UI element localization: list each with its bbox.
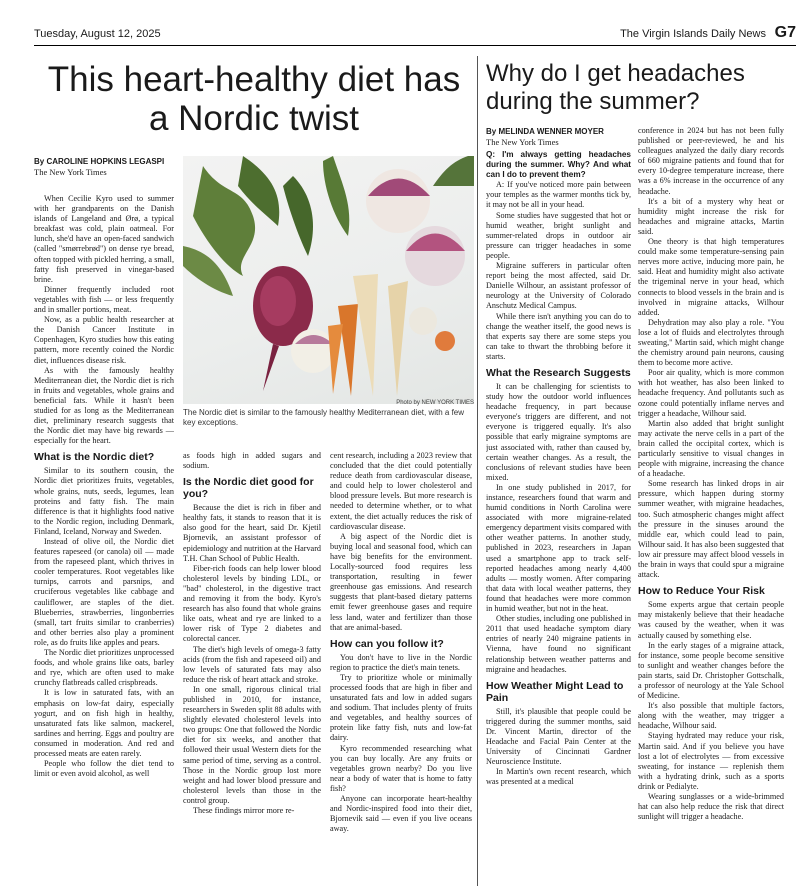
body-paragraph: Fiber-rich foods can help lower blood cholesterol levels by binding LDL, or "bad" cholesterol, in the digestive tract and removing it from the body. Kyro's research has also found that whole grains like oats, wheat and rye are linked to a lower risk of Type 2 diabetes and colorectal cancer. <box>183 563 321 644</box>
body-paragraph: cent research, including a 2023 review that concluded that the diet could potentially reduce death from cardiovascular disease, and could help to lower cholesterol and blood pressure levels. But more research is needed to determine whether, or to what extent, the diet actually reduces the risk of cardiovascular disease. <box>330 451 472 531</box>
vegetables-illustration <box>183 156 474 404</box>
masthead-rule <box>34 45 796 46</box>
headaches-byline-block <box>486 127 631 148</box>
page-number: G7 <box>774 24 796 41</box>
body-paragraph: It's a bit of a mystery why heat or humidity might increase the risk for headaches and migraine attacks, Martin said. <box>638 196 784 236</box>
body-paragraph: Poor air quality, which is more common with hot weather, has also been linked to headache frequency. And pollutants such as ozone could potentially inflame nerves and trigger a headache, Wilhour said. <box>638 368 784 418</box>
body-paragraph: In Martin's own recent research, which was presented at a medical <box>486 767 631 787</box>
body-paragraph: It's also possible that multiple factors, along with the weather, may trigger a headache, Wilhour said. <box>638 701 784 731</box>
nordic-source: The New York Times <box>34 167 107 177</box>
nordic-byline-block <box>34 157 174 178</box>
body-paragraph: In one study published in 2017, for instance, researchers found that warm and humid conditions in North Carolina were associated with more migraine-related emergency department visits compared with other weather patterns. In another study, published in 2023, researchers in Japan used a smartphone app to track self-reported headaches among nearly 4,400 adults — mostly women. After comparing that data with local weather patterns, they found that headaches were more common in humid weather, but not in the heat. <box>486 482 631 614</box>
body-paragraph: Kyro recommended researching what you can buy locally. Are any fruits or vegetables grown nearby? Do you live near a body of water that is home to fatty fish? <box>330 743 472 793</box>
body-paragraph: conference in 2024 but has not been fully published or peer-reviewed, he and his colleagues analyzed the daily diary records of 660 migraine patients and found that for every 10-degree temperature increase, there was a 6% increase in the occurrence of any headache. <box>638 126 784 196</box>
body-paragraph: Dehydration may also play a role. "You lose a lot of fluids and electrolytes through sweating," Martin said, which might change the chemistry around pain neurons, causing them to become more active. <box>638 317 784 368</box>
section-heading: What is the Nordic diet? <box>34 451 155 464</box>
body-paragraph: Some experts argue that certain people may mistakenly believe that their headache was caused by the weather, when it was actually caused by something else. <box>638 600 784 640</box>
body-paragraph: Some research has linked drops in air pressure, which happen during stormy summer weather, with migraine headaches, too. Such atmospheric changes might affect the pressure in the sinuses around the middle ear, which could lead to pain, Wilhour said. It has also been suggested that low air pressure may affect blood vessels in the brain in ways that could spur a migraine attack. <box>638 479 784 580</box>
reader-question: Q: I'm always getting headaches during the summer. Why? And what can I do to prevent them? <box>486 150 631 180</box>
section-heading: Is the Nordic diet good for you? <box>183 476 314 501</box>
newspaper-name: The Virgin Islands Daily News <box>620 28 766 40</box>
headaches-column-2 <box>638 126 784 884</box>
section-heading: What the Research Suggests <box>486 366 631 379</box>
body-paragraph: These findings mirror more re- <box>193 806 295 815</box>
column-divider <box>477 56 478 886</box>
body-paragraph: A big aspect of the Nordic diet is buying local and seasonal food, which can have big benefits for the environment. Locally-sourced food requires less transportation, resulting in fewer greenhouse gas emissions. And research suggests that plant-based dietary patterns emit fewer greenhouse gases and require less land, water and fertilizer than those that are animal-based. <box>330 531 472 632</box>
nordic-byline: By CAROLINE HOPKINS LEGASPI <box>34 157 165 166</box>
section-heading: How to Reduce Your Risk <box>638 585 765 598</box>
headaches-byline: By MELINDA WENNER MOYER <box>486 127 604 136</box>
body-paragraph: Now, as a public health researcher at the Danish Cancer Institute in Copenhagen, Kyro studies how this eating pattern, more recently coined the Nordic diet, influences disease risk. <box>34 315 174 365</box>
issue-date: Tuesday, August 12, 2025 <box>34 28 161 40</box>
nordic-column-1 <box>34 194 174 884</box>
body-paragraph: People who follow the diet tend to limit or even avoid alcohol, as well <box>34 759 174 779</box>
body-paragraph: In one small, rigorous clinical trial published in 2010, for instance, researchers in Sweden split 88 adults with slightly elevated cholesterol levels into two groups: One that followed the Nordic diet for six weeks, and another that followed their usual Western diets for the same period of time, serving as a control. Those in the Nordic group lost more weight and had lower blood pressure and cholesterol levels than those in the control group. <box>183 684 321 805</box>
body-paragraph: One theory is that high temperatures could make some temperature-sensing pain nerves more active, inducing more pain, he said. Heat and humidity might also activate the trigeminal nerve in your head, which connects to blood vessels in the brain and is involved in migraine attacks, Wilhour added. <box>638 237 784 317</box>
headaches-source: The New York Times <box>486 137 559 147</box>
body-paragraph: Anyone can incorporate heart-healthy and Nordic-inspired food into their diet, Bjornevik said — even if you live oceans away. <box>330 794 472 834</box>
body-paragraph: Dinner frequently included root vegetables with fish — or less frequently and in smaller portions, meat. <box>34 284 174 315</box>
body-paragraph: Other studies, including one published in 2011 that used headache symptom diary entries of nearly 240 migraine patients in Vienna, have found no significant relationship between weather patterns and migraine and headaches. <box>486 614 631 674</box>
section-heading: How Weather Might Lead to Pain <box>486 679 624 704</box>
nordic-diet-headline: This heart-healthy diet has a Nordic twist <box>47 60 461 138</box>
body-paragraph: In the early stages of a migraine attack, for instance, some people become sensitive to sunlight and weather changes before the pain starts, said Dr. Christopher Gottschalk, a professor of neurology at the Yale School of Medicine. <box>638 640 784 701</box>
headaches-headline: Why do I get headaches during the summer? <box>486 60 745 115</box>
body-paragraph: Instead of olive oil, the Nordic diet features rapeseed (or canola) oil — made from the rapeseed plant, which thrives in cooler temperatures. Root vegetables like turnips, carrots and parsnips, and cruciferous vegetables like cabbage and cauliflower, are staples of the diet. Blueberries, strawberries, lingonberries (small, tart fruits similar to cranberries) and other berries also play a prominent role, as do fruits like apples and pears. <box>34 537 174 647</box>
body-paragraph: Similar to its southern cousin, the Nordic diet prioritizes fruits, vegetables, whole grains, nuts, seeds, legumes, lean proteins and fatty fish. The main difference is that it highlights food native to the Nordic region, including Denmark, Finland, Iceland, Norway and Sweden. <box>34 466 174 536</box>
body-paragraph: as foods high in added sugars and sodium. <box>183 451 321 471</box>
body-paragraph: Staying hydrated may reduce your risk, Martin said. And if you believe you have lost a lot of electrolytes — from excessive sweating, for instance — replenish them with a hydrating drink, such as a sports drink or Pedialyte. <box>638 731 784 791</box>
photo-caption: The Nordic diet is similar to the famously healthy Mediterranean diet, with a few key exceptions. <box>183 408 465 427</box>
body-paragraph: You don't have to live in the Nordic region to practice the diet's main tenets. <box>330 652 472 672</box>
body-paragraph: As with the famously healthy Mediterranean diet, the Nordic diet is rich in fruits and vegetables, whole grains and beneficial fats. While it hasn't been studied for as long as the Mediterranean diet, preliminary research suggests that the Nordic diet may have big rewards — especially for the heart. <box>34 365 174 446</box>
body-paragraph: The Nordic diet prioritizes unprocessed foods, and whole grains like oats, barley and rye, which are often used to make crunchy flatbreads called crispbreads. <box>34 648 174 688</box>
body-paragraph: Migraine sufferers in particular often report being the most affected, said Dr. Danielle Wilhour, an assistant professor of neurology at the University of Colorado Anschutz Medical Campus. <box>486 261 631 311</box>
body-paragraph: It is low in saturated fats, with an emphasis on low-fat dairy, especially yogurt, and on fish high in healthy, unsaturated fats like salmon, mackerel, sardines and herring. Eggs and poultry are consumed in moderation. And red and processed meats are eaten rarely. <box>34 688 174 758</box>
body-paragraph: Wearing sunglasses or a wide-brimmed hat can also help reduce the risk that direct sunlight will trigger a headache. <box>638 792 784 822</box>
body-paragraph: While there isn't anything you can do to change the weather itself, the good news is that experts say there are some steps you can take to thwart the throbbing before it starts. <box>486 311 631 361</box>
body-paragraph: Try to prioritize whole or minimally processed foods that are high in fiber and unsaturated fats and low in added sugars and sodium. That includes plenty of fruits and vegetables, and healthy sources of protein like fatty fish, nuts and low-fat dairy. <box>330 672 472 743</box>
body-paragraph: It can be challenging for scientists to study how the outdoor world influences headache frequency, in part because everyone's triggers are different, and not everyone is triggered equally. It's also possible that early migraine symptoms are just associated with, rather than caused by, certain weather changes. As a result, the conclusions of relevant studies have been mixed. <box>486 381 631 482</box>
section-heading: How can you follow it? <box>330 637 444 650</box>
headaches-column-1 <box>486 150 631 884</box>
body-paragraph: When Cecilie Kyro used to summer with her grandparents on the Danish islands of Langeland and Ørø, a typical breakfast was cold, plain oatmeal. For lunch, she'd have an open-faced sandwich (called "smørrebrød") on dense rye bread, often topped with pickled herring, a small, fatty fish preserved in vinegar-based brine. <box>34 194 174 284</box>
body-paragraph: Some studies have suggested that hot or humid weather, bright sunlight and summer-related drops in outdoor air pressure can trigger headaches in some people. <box>486 210 631 260</box>
nordic-column-2 <box>183 451 321 884</box>
body-paragraph: Still, it's plausible that people could be triggered during the summer months, said Dr. Vincent Martin, director of the Headache and Facial Pain Center at the University of Cincinnati Gardner Neuroscience Institute. <box>486 706 631 767</box>
photo-credit: Photo by NEW YORK TIMES <box>396 400 474 406</box>
root-vegetables-photo <box>183 156 474 404</box>
nordic-column-3 <box>330 451 472 884</box>
masthead <box>34 26 796 44</box>
body-paragraph: The diet's high levels of omega-3 fatty acids (from the fish and rapeseed oil) and low levels of saturated fats may also reduce the risk of heart attack and stroke. <box>183 644 321 684</box>
body-paragraph: Because the diet is rich in fiber and healthy fats, it stands to reason that it is also good for the heart, said Dr. Kjetil Bjornevik, an assistant professor of epidemiology and nutrition at the Harvard T.H. Chan School of Public Health. <box>183 503 321 563</box>
body-paragraph: A: If you've noticed more pain between your temples as the warmer months tick by, it may not be all in your head. <box>486 180 631 210</box>
body-paragraph: Martin also added that bright sunlight may activate the nerve cells in a part of the brain called the occipital cortex, which is particularly sensitive to visual changes in people with migraine, increasing the chance of a headache. <box>638 418 784 479</box>
